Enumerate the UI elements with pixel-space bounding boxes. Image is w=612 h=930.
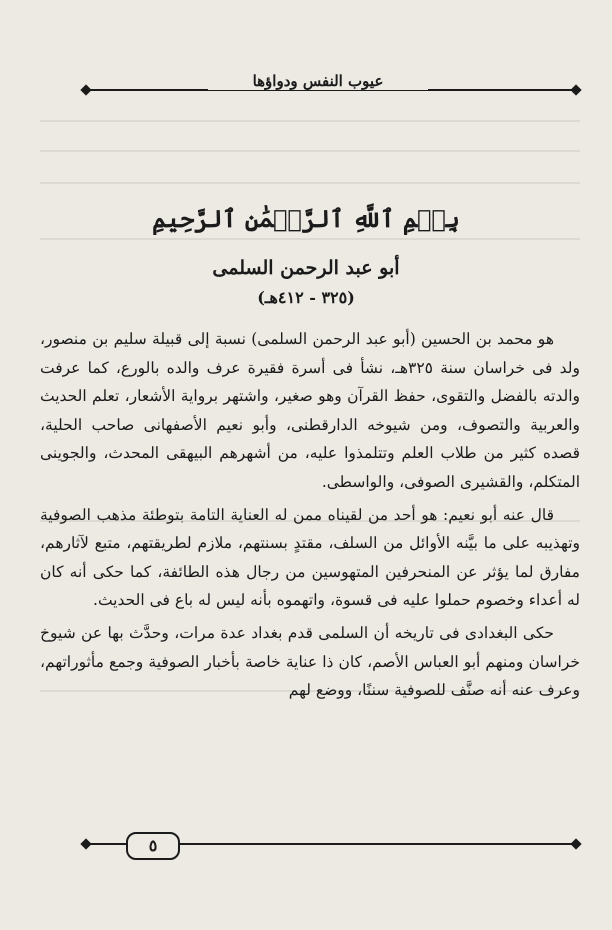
header-ornament-left [80, 84, 91, 95]
bleed-through-line [40, 150, 580, 152]
bleed-through-line [40, 120, 580, 122]
paragraph: حكى البغدادى فى تاريخه أن السلمى قدم بغداد عدة مرات، وحدَّث بها عن شيوخ خراسان ومنهم أبو العباس الأصم، كان ذا عناية خاصة بأخبار الصوفية وجمع مأثوراتهم، وعرف عنه أنه صنَّف للصوفية سننًا، ووضع لهم [40, 623, 580, 700]
body-text [40, 325, 580, 705]
page-number: ٥ [126, 832, 180, 860]
paragraph: قال عنه أبو نعيم: هو أحد من لقيناه ممن له العناية التامة بتوطئة مذهب الصوفية وتهذيبه على ما بيَّنه الأوائل من السلف، مقتدٍ بسنتهم، ملازم لطريقتهم، متبع لآثارهم، مفارق لما يؤثر عن المنحرفين المتهوسين من رجال هذه الطائفة، كما حكى أنه كان له أعداء وخصوم حملوا عليه فى قسوة، واتهموه بأنه ليس له باع فى الحديث. [40, 505, 580, 610]
bleed-through-line [40, 238, 580, 240]
basmala: بِسۡمِ ٱللَّهِ ٱلرَّحۡمَٰنِ ٱلرَّحِيمِ [152, 204, 460, 233]
paragraph: هو محمد بن الحسين (أبو عبد الرحمن السلمى) نسبة إلى قبيلة سليم بن منصور، ولد فى خراسان سنة ٣٢٥هـ، نشأ فى أسرة فقيرة عرف والده بالورع، كما عرفت والدته بالفضل والتقوى، حفظ القرآن وهو صغير، واشتهر برواية الأشعار، تعلم الحديث والعربية والتصوف، ومن شيوخه الدارقطنى، وأبو نعيم الأصفهانى صاحب الحلية، قصده كثير من طلاب العلم وتتلمذوا عليه، من أشهرهم البيهقى المحدث، والجوينى المتكلم، والقشيرى الصوفى، والواسطى. [40, 330, 580, 491]
footer-ornament-right [570, 838, 581, 849]
footer-ornament-left [80, 838, 91, 849]
bleed-through-line [40, 182, 580, 184]
running-header-title: عيوب النفس ودواؤها [208, 72, 428, 90]
section-heading: أبو عبد الرحمن السلمى [212, 257, 400, 279]
header-ornament-right [570, 84, 581, 95]
section-heading-dates: (٣٢٥ - ٤١٢هـ) [257, 288, 355, 307]
